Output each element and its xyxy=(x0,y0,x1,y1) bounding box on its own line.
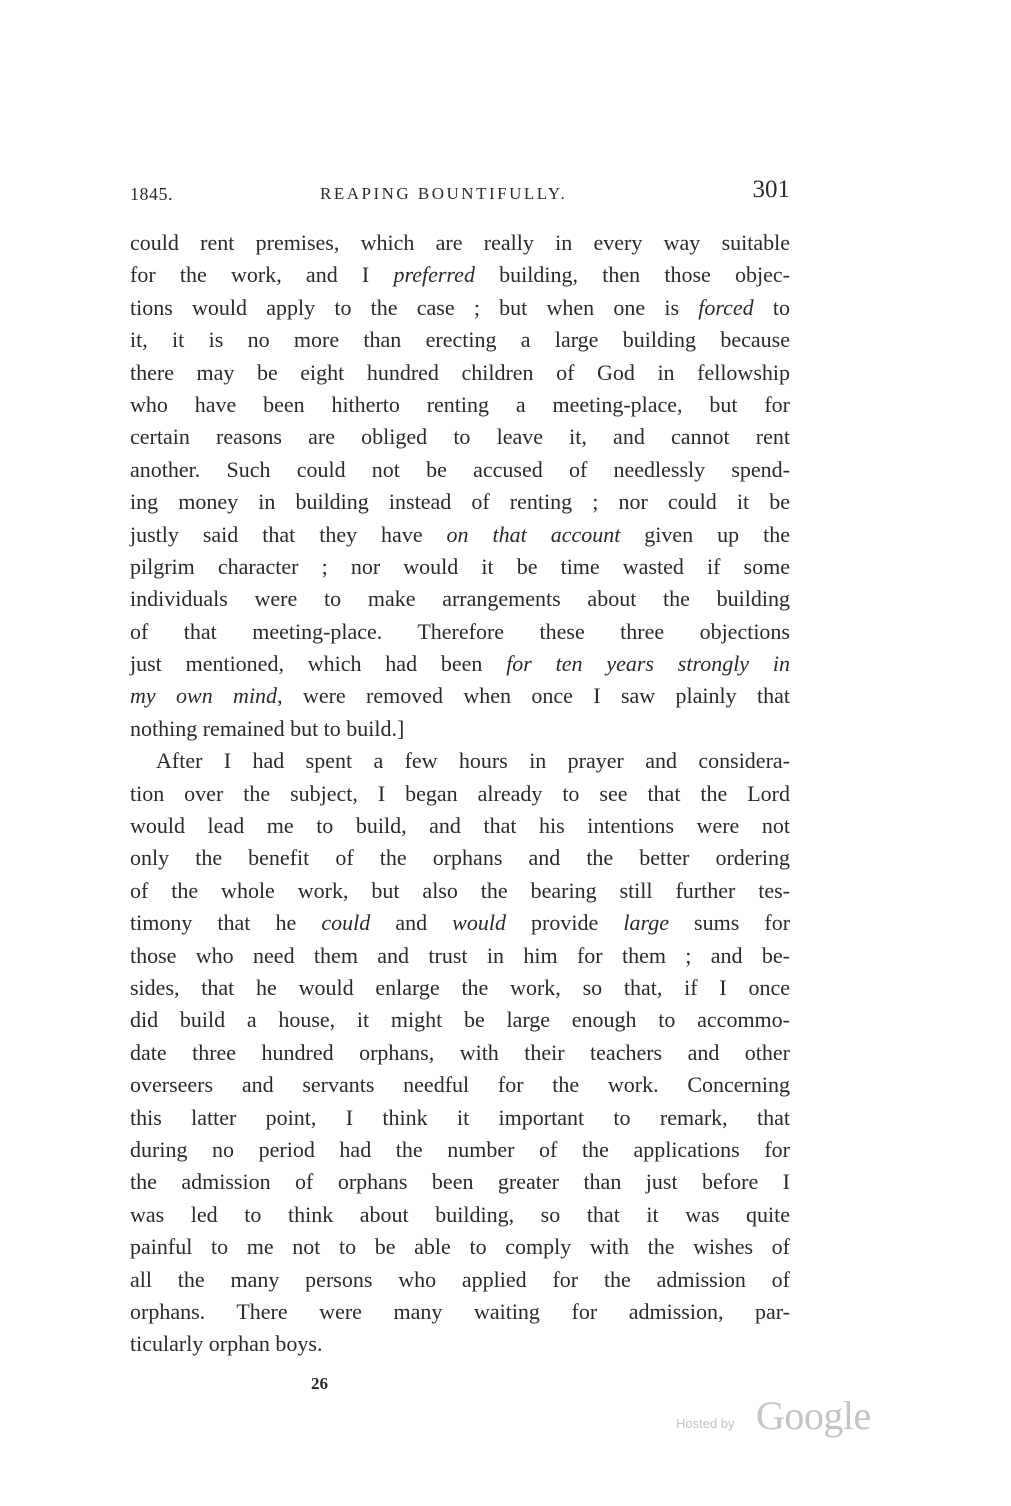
text-run: during no period had the number of the applications for xyxy=(130,1136,790,1162)
italic-run: would xyxy=(452,910,506,936)
text-run: ticularly orphan boys. xyxy=(130,1331,323,1357)
text-run: painful to me not to be able to comply with the wishes of xyxy=(130,1234,790,1260)
text-line xyxy=(130,324,790,356)
text-line xyxy=(130,616,790,648)
text-run: to xyxy=(753,294,790,320)
running-head xyxy=(130,176,790,210)
signature-mark: 26 xyxy=(311,1374,328,1393)
text-line xyxy=(130,551,790,583)
text-run: building, then those objec- xyxy=(474,262,790,288)
body-text xyxy=(130,227,790,1361)
text-line xyxy=(130,875,790,907)
text-line xyxy=(130,745,790,777)
text-line xyxy=(130,421,790,453)
text-line xyxy=(130,1004,790,1036)
text-line xyxy=(130,680,790,712)
text-line xyxy=(130,972,790,1004)
text-line xyxy=(130,292,790,324)
text-run: overseers and servants needful for the work. Concerning xyxy=(130,1072,790,1098)
page-number: 301 xyxy=(752,176,790,203)
italic-run: large xyxy=(623,910,669,936)
text-line xyxy=(130,778,790,810)
text-run: only the benefit of the orphans and the better ordering xyxy=(130,845,790,871)
text-line xyxy=(130,648,790,680)
text-line xyxy=(130,583,790,615)
text-run: all the many persons who applied for the admission of xyxy=(130,1266,790,1292)
text-run: for the work, and I xyxy=(130,262,394,288)
text-run: and xyxy=(370,910,453,936)
text-run: pilgrim character ; nor would it be time wasted if some xyxy=(130,553,790,579)
watermark-hosted-by: Hosted by xyxy=(676,1416,735,1431)
text-run: certain reasons are obliged to leave it, and cannot rent xyxy=(130,424,790,450)
text-run: After I had spent a few hours in prayer and considera- xyxy=(156,748,790,774)
google-logo: Google xyxy=(756,1393,871,1438)
text-run: there may be eight hundred children of God in fellowship xyxy=(130,359,790,385)
text-run: the admission of orphans been greater than just before I xyxy=(130,1169,790,1195)
italic-run: forced xyxy=(698,294,754,320)
text-line xyxy=(130,259,790,291)
google-watermark xyxy=(676,1392,886,1442)
text-run: did build a house, it might be large enough to accommo- xyxy=(130,1007,790,1033)
text-run: provide xyxy=(505,910,624,936)
text-run: tion over the subject, I began already to see that the Lord xyxy=(130,780,790,806)
text-run: of that meeting-place. Therefore these three objections xyxy=(130,618,790,644)
text-line xyxy=(130,1069,790,1101)
text-line xyxy=(130,486,790,518)
text-line xyxy=(130,1296,790,1328)
text-run: those who need them and trust in him for them ; and be- xyxy=(130,942,790,968)
text-line xyxy=(130,1037,790,1069)
text-line xyxy=(130,227,790,259)
text-run: of the whole work, but also the bearing still further tes- xyxy=(130,877,790,903)
text-line xyxy=(130,357,790,389)
text-line xyxy=(130,810,790,842)
text-run: would lead me to build, and that his intentions were not xyxy=(130,813,790,839)
text-run: orphans. There were many waiting for admission, par- xyxy=(130,1298,790,1324)
italic-run: on that account xyxy=(446,521,621,547)
text-run: date three hundred orphans, with their teachers and other xyxy=(130,1039,790,1065)
header-year: 1845. xyxy=(130,184,173,204)
text-line xyxy=(130,1166,790,1198)
text-line xyxy=(130,1102,790,1134)
text-line xyxy=(130,940,790,972)
text-run: sides, that he would enlarge the work, so that, if I once xyxy=(130,974,790,1000)
text-run: just mentioned, which had been xyxy=(130,651,507,677)
text-line xyxy=(130,907,790,939)
text-run: justly said that they have xyxy=(130,521,447,547)
text-run: could rent premises, which are really in every way suitable xyxy=(130,230,790,255)
text-run: , were removed when once I saw plainly that xyxy=(277,683,790,709)
text-run: was led to think about building, so that it was quite xyxy=(130,1201,790,1227)
text-line xyxy=(130,1231,790,1263)
italic-run: my own mind xyxy=(130,683,278,709)
text-line xyxy=(130,389,790,421)
italic-run: could xyxy=(321,910,371,936)
text-line xyxy=(130,1134,790,1166)
text-line xyxy=(130,1264,790,1296)
text-run: sums for xyxy=(668,910,791,936)
text-run: it, it is no more than erecting a large building because xyxy=(130,327,790,353)
text-run: who have been hitherto renting a meeting-place, but for xyxy=(130,391,790,417)
header-title: REAPING BOUNTIFULLY. xyxy=(320,184,568,203)
text-line xyxy=(130,1199,790,1231)
text-run: tions would apply to the case ; but when one is xyxy=(130,294,699,320)
text-run: another. Such could not be accused of needlessly spend- xyxy=(130,456,790,482)
italic-run: preferred xyxy=(393,262,475,288)
text-run: timony that he xyxy=(130,910,322,936)
text-run: ing money in building instead of renting ; nor could it be xyxy=(130,489,790,515)
italic-run: for ten years strongly in xyxy=(506,651,790,677)
text-line xyxy=(130,519,790,551)
text-line xyxy=(130,454,790,486)
text-line xyxy=(130,842,790,874)
text-run: individuals were to make arrangements about the building xyxy=(130,586,790,612)
text-line xyxy=(130,713,790,745)
text-run: nothing remained but to build.] xyxy=(130,715,405,741)
text-run: given up the xyxy=(620,521,790,547)
text-line xyxy=(130,1328,790,1360)
text-run: this latter point, I think it important to remark, that xyxy=(130,1104,790,1130)
